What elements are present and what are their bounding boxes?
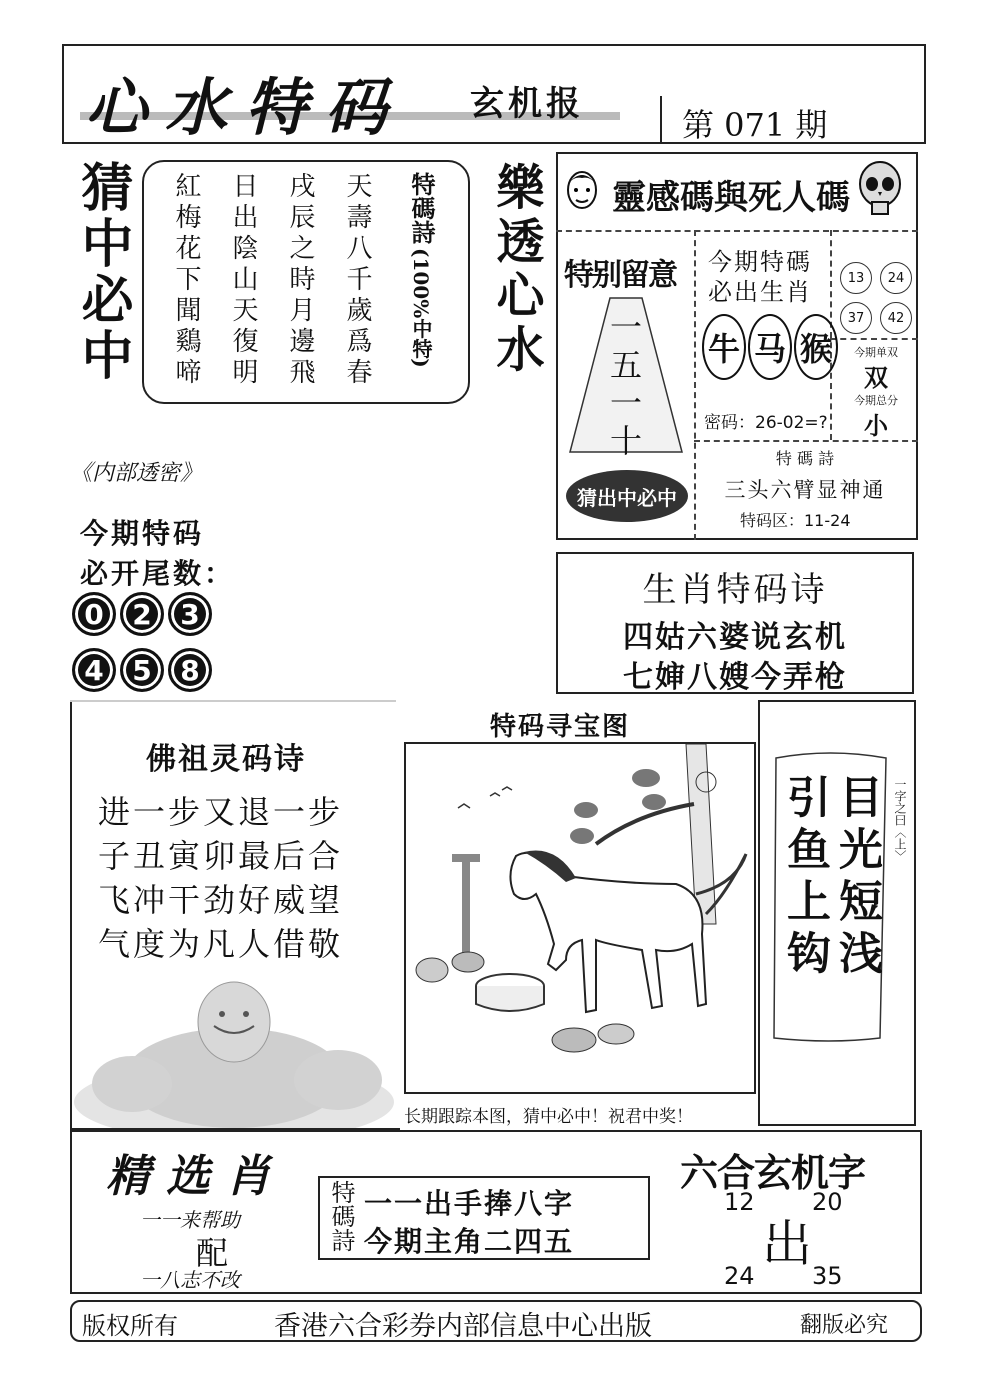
issue-divider	[660, 96, 662, 144]
danshuang-label: 今期单双	[854, 346, 898, 359]
treasure-caption: 长期跟踪本图，猜中必中！祝君中奖！	[404, 1107, 693, 1127]
lingan-title: 靈感碼與死人碼	[612, 178, 850, 218]
danshuang-value: 双	[864, 363, 888, 392]
poem-label-group	[404, 172, 439, 368]
fozu-line: 进一步又退一步	[98, 793, 344, 831]
jingxuan-mid: 配	[196, 1234, 229, 1272]
buddha-statue	[72, 974, 396, 1132]
digit-ball: 4	[72, 648, 116, 692]
lingan-vline-1	[694, 230, 696, 540]
poem-column: 戌辰之時月邊飛	[285, 172, 315, 389]
scroll-col1: 目光短浅	[831, 774, 882, 982]
liuhe-n4: 35	[812, 1262, 843, 1290]
neibu-title: 《内部透密》	[70, 461, 203, 486]
treasure-title: 特码寻宝图	[490, 712, 631, 742]
zodiac-oval: 马	[748, 314, 792, 380]
liuhe-n1: 12	[724, 1188, 755, 1216]
number-circle: 42	[880, 302, 912, 334]
poem-column: 紅梅花下聞鷄啼	[171, 172, 201, 389]
lingan-poem-label: 特 碼 詩	[775, 449, 835, 468]
poem-column: 天壽八千歲爲春	[342, 172, 372, 389]
guess-badge: 猜出中必中	[566, 470, 688, 522]
digit-ball: 0	[72, 592, 116, 636]
footer-center: 香港六合彩券内部信息中心出版	[274, 1311, 652, 1342]
horse-illustration	[406, 744, 754, 1096]
number-circles	[840, 262, 910, 334]
liuhe-n2: 20	[812, 1188, 843, 1216]
number-circle: 24	[880, 262, 912, 294]
zodiac-oval: 猴	[794, 314, 838, 380]
digit-ball: 5	[120, 648, 164, 692]
triangle-numbers	[606, 308, 646, 460]
number-circle: 13	[840, 262, 872, 294]
triangle-number: 一	[609, 308, 642, 346]
special-notice: 特别留意	[564, 258, 676, 293]
liuhe-center: 出	[762, 1215, 812, 1273]
today-line1: 今期特碼	[708, 248, 812, 276]
lingan-hline	[556, 230, 918, 232]
zongfen-value: 小	[864, 411, 888, 440]
zodiac-oval: 牛	[702, 314, 746, 380]
digit-ball: 2	[120, 592, 164, 636]
liuhe-n3: 24	[724, 1262, 755, 1290]
shengxiao-line1: 四姑六婆说玄机	[623, 620, 847, 655]
digit-ball: 3	[168, 592, 212, 636]
digit-balls	[72, 592, 212, 692]
triangle-number: 十	[609, 422, 642, 460]
poem-column: 日出陰山天復明	[228, 172, 258, 389]
range-line: 特码区：11-24	[740, 511, 851, 530]
fozu-topline	[70, 700, 396, 702]
footer-right: 翻版必究	[800, 1313, 889, 1338]
fozu-lines	[98, 790, 343, 966]
fozu-line: 飞冲干劲好威望	[98, 881, 344, 919]
issue-number: 第 071 期	[682, 106, 828, 144]
zodiac-ovals	[702, 314, 838, 380]
fozu-title: 佛祖灵码诗	[146, 742, 306, 777]
shengxiao-title: 生肖特码诗	[642, 570, 828, 610]
triangle-number: 一	[609, 384, 642, 422]
skull-icon	[858, 160, 902, 222]
lingan-poem: 三头六臂显神通	[724, 478, 886, 502]
tema-poem-label: 特碼詩	[327, 1180, 355, 1252]
tema-poem-line1: 一一出手捧八字	[364, 1187, 575, 1220]
scroll-side: 一字之曰〈上〉	[893, 778, 907, 862]
header-title: 心水特码	[85, 71, 406, 144]
neibu-line1: 今期特码	[80, 517, 205, 550]
shengxiao-line2: 七婶八嫂今弄枪	[623, 660, 847, 695]
fozu-line: 子丑寅卯最后合	[98, 837, 344, 875]
lingan-hline-3	[830, 338, 918, 340]
footer-left: 版权所有	[82, 1312, 178, 1340]
today-line2: 必出生肖	[708, 278, 812, 306]
triangle-number: 五	[609, 346, 642, 384]
scroll-col2: 引鱼上钩	[779, 774, 830, 982]
jingxuan-line2: 一八志不改	[140, 1268, 240, 1292]
left-vertical-slogan: 猜中必中	[72, 160, 133, 384]
neibu-line2: 必开尾数：	[80, 557, 236, 590]
number-circle: 37	[840, 302, 872, 334]
poem-percent: (100%中特)	[409, 248, 433, 368]
header-subtitle: 玄机报	[470, 84, 584, 124]
jingxuan-line1: 一一来帮助	[140, 1208, 240, 1232]
fozu-line: 气度为凡人借敬	[98, 925, 344, 963]
face-icon	[564, 166, 600, 216]
mid-vertical-slogan: 樂透心水	[488, 162, 544, 378]
jingxuan-title: 精选肖	[106, 1151, 286, 1202]
digit-ball: 8	[168, 648, 212, 692]
zongfen-label: 今期总分	[854, 394, 898, 407]
tema-poem-line2: 今期主角二四五	[364, 1225, 575, 1258]
password-line: 密码：26-02=?	[704, 413, 828, 433]
poem-columns	[168, 172, 376, 394]
liuhe-title: 六合玄机字	[680, 1150, 866, 1195]
poem-label: 特碼詩	[407, 172, 436, 244]
